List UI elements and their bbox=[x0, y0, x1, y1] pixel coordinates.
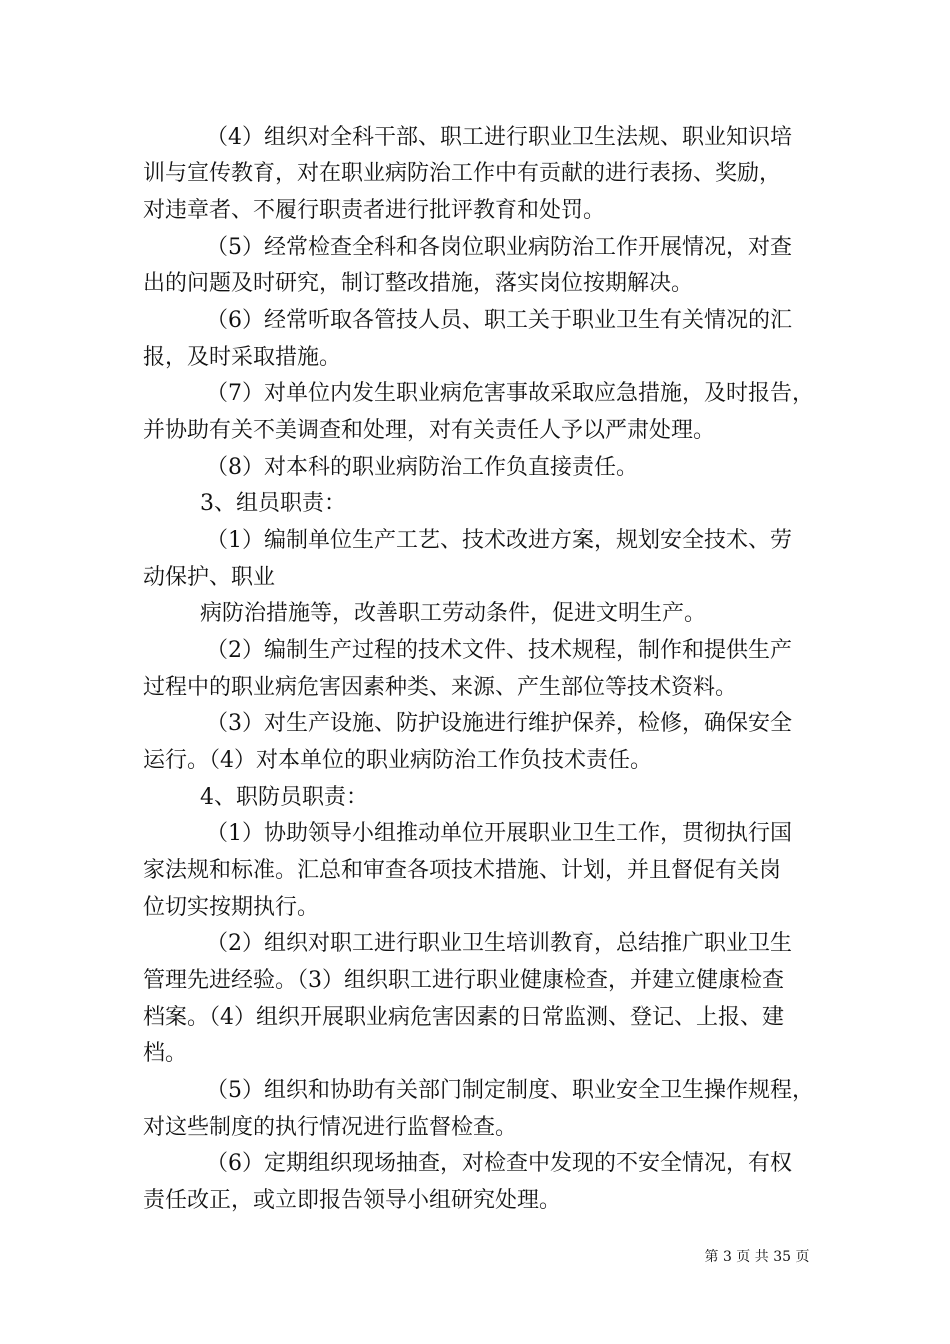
text-line: 运行。（4）对本单位的职业病防治工作负技术责任。 bbox=[143, 748, 652, 773]
text-line: 训与宣传教育，对在职业病防治工作中有贡献的进行表扬、奖励， bbox=[143, 161, 782, 186]
text-line: （2）组织对职工进行职业卫生培训教育，总结推广职业卫生 bbox=[206, 931, 792, 956]
text-line: （2）编制生产过程的技术文件、技术规程，制作和提供生产 bbox=[206, 638, 792, 663]
text-line: 档。 bbox=[143, 1041, 188, 1066]
text-line: （6）定期组织现场抽查，对检查中发现的不安全情况，有权 bbox=[206, 1151, 792, 1176]
text-line: 家法规和标准。汇总和审查各项技术措施、计划，并且督促有关岗 bbox=[143, 858, 782, 883]
text-line: 并协助有关不美调查和处理，对有关责任人予以严肃处理。 bbox=[143, 418, 716, 443]
text-line: （8）对本科的职业病防治工作负直接责任。 bbox=[206, 455, 638, 480]
text-line: 过程中的职业病危害因素种类、来源、产生部位等技术资料。 bbox=[143, 675, 738, 700]
section-heading: 3、组员职责： bbox=[200, 491, 346, 516]
text-line: （5）经常检查全科和各岗位职业病防治工作开展情况，对查 bbox=[206, 235, 792, 260]
page-number-footer bbox=[0, 1246, 950, 1266]
text-line: 管理先进经验。（3）组织职工进行职业健康检查，并建立健康检查 bbox=[143, 968, 784, 993]
text-line: 动保护、职业 bbox=[143, 565, 276, 590]
text-line: 报，及时采取措施。 bbox=[143, 345, 342, 370]
text-line: （3）对生产设施、防护设施进行维护保养，检修，确保安全 bbox=[206, 711, 792, 736]
text-line: 档案。（4）组织开展职业病危害因素的日常监测、登记、上报、建 bbox=[143, 1005, 784, 1030]
text-line: 对这些制度的执行情况进行监督检查。 bbox=[143, 1115, 518, 1140]
text-line: （7）对单位内发生职业病危害事故采取应急措施，及时报告， bbox=[206, 381, 814, 406]
text-line: 位切实按期执行。 bbox=[143, 895, 320, 920]
section-heading: 4、职防员职责： bbox=[200, 785, 368, 810]
text-line: 责任改正，或立即报告领导小组研究处理。 bbox=[143, 1188, 562, 1213]
text-line: 出的问题及时研究，制订整改措施，落实岗位按期解决。 bbox=[143, 271, 694, 296]
text-line: 对违章者、不履行职责者进行批评教育和处罚。 bbox=[143, 198, 606, 223]
text-line: （1）编制单位生产工艺、技术改进方案，规划安全技术、劳 bbox=[206, 528, 792, 553]
text-line: （5）组织和协助有关部门制定制度、职业安全卫生操作规程， bbox=[206, 1078, 814, 1103]
text-line: （6）经常听取各管技人员、职工关于职业卫生有关情况的汇 bbox=[206, 308, 792, 333]
text-line: （1）协助领导小组推动单位开展职业卫生工作，贯彻执行国 bbox=[206, 821, 792, 846]
page-number: 第 3 页 共 35 页 bbox=[704, 1249, 810, 1265]
text-line: 病防治措施等，改善职工劳动条件，促进文明生产。 bbox=[200, 601, 707, 626]
text-line: （4）组织对全科干部、职工进行职业卫生法规、职业知识培 bbox=[206, 125, 792, 150]
